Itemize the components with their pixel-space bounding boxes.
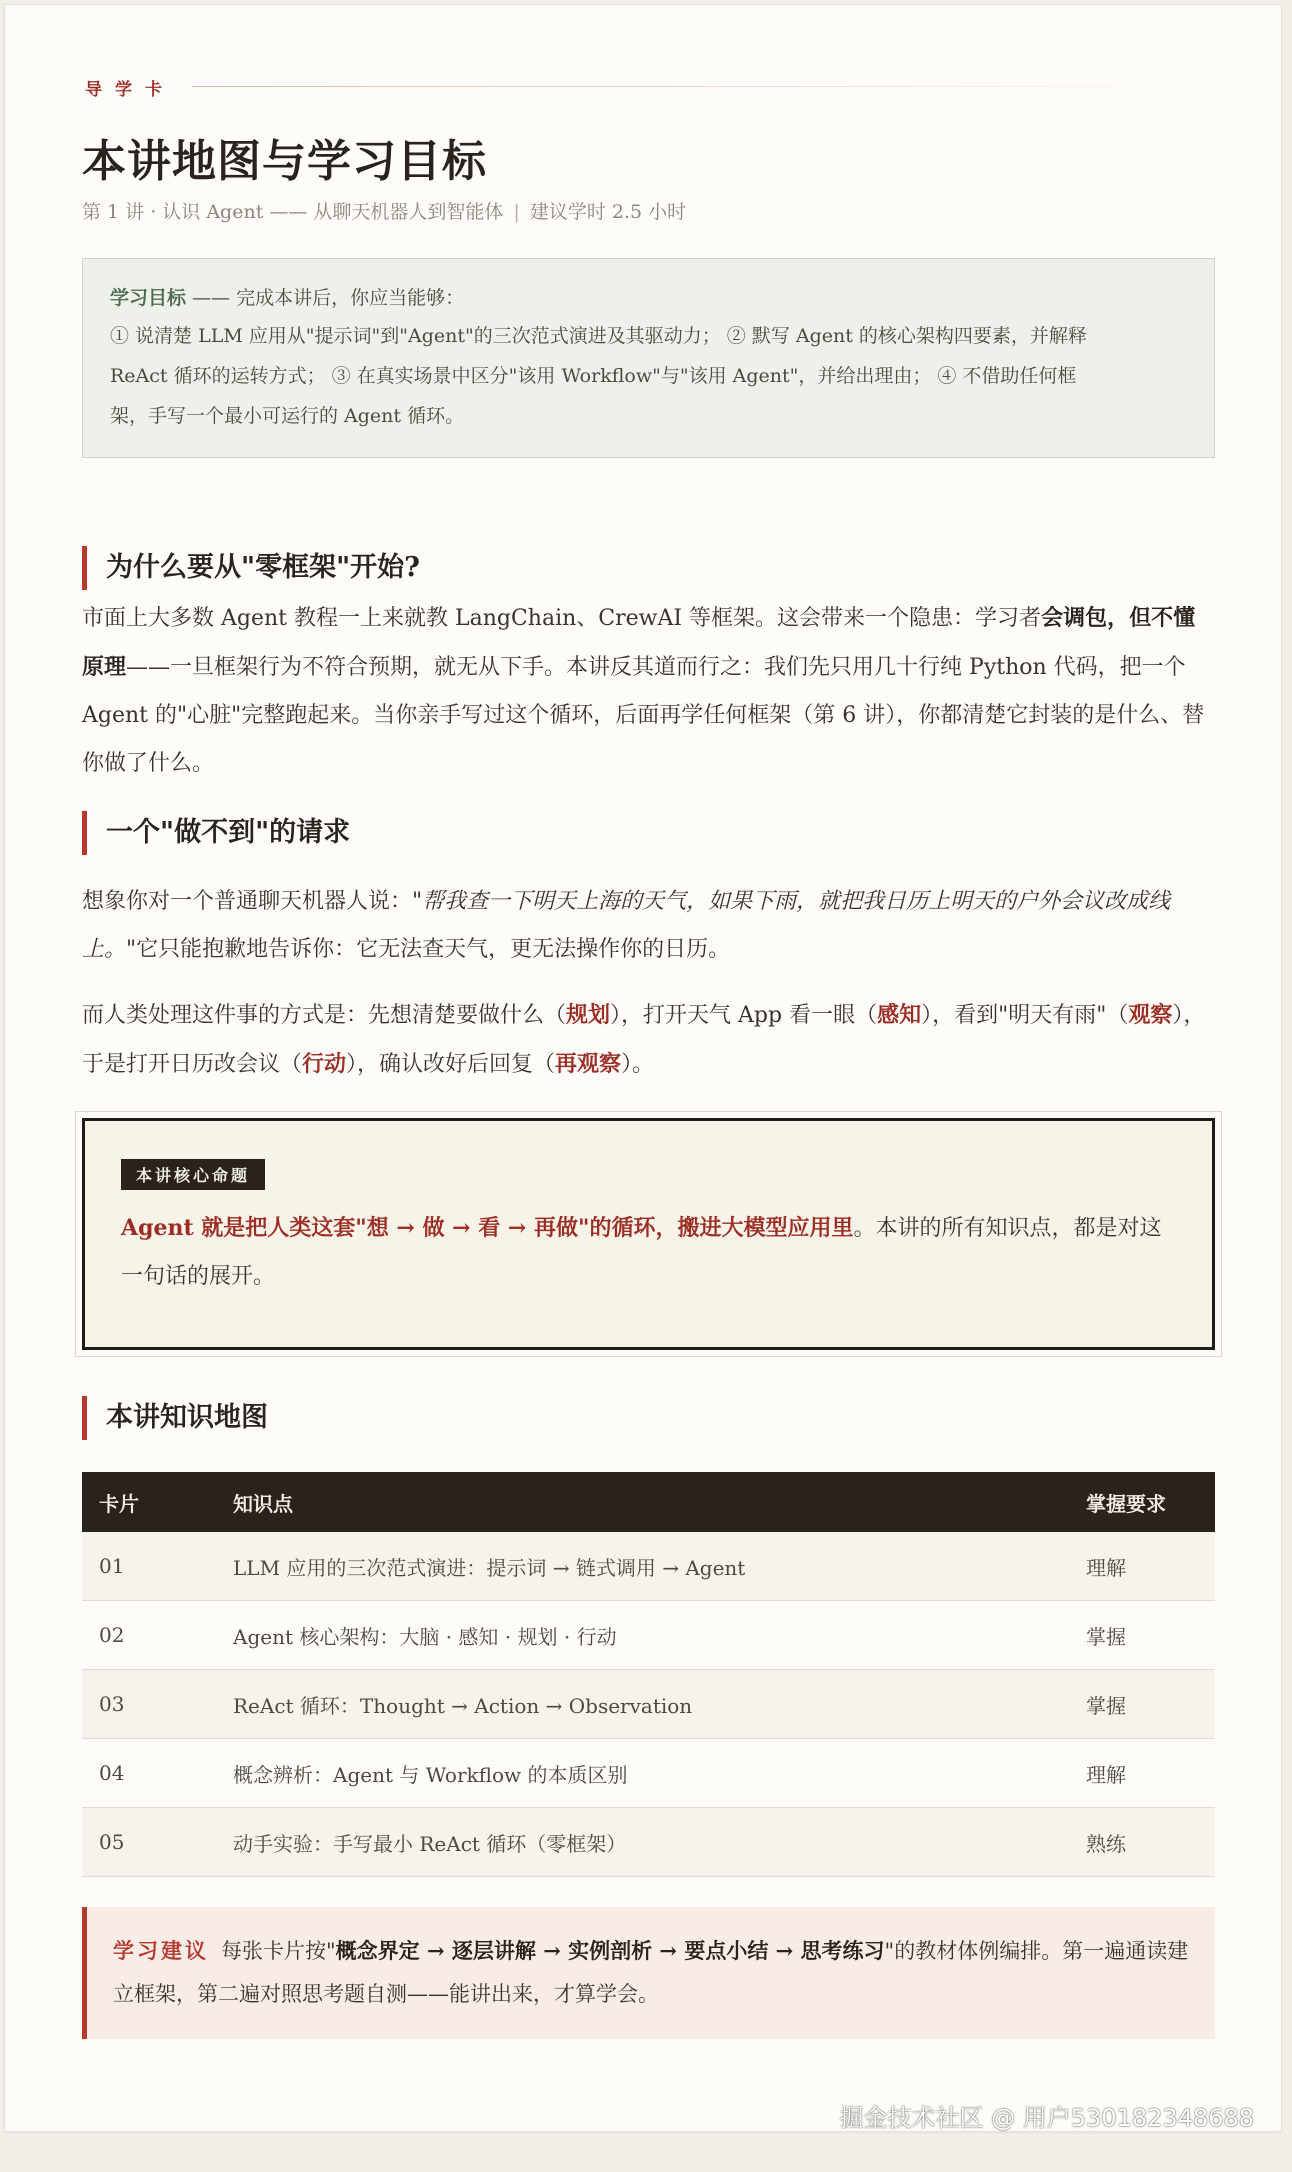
column-header-level: 掌握要求 — [1069, 1472, 1215, 1532]
goals-line: ① 说清楚 LLM 应用从"提示词"到"Agent"的三次范式演进及其驱动力； ② 默写 Agent 的核心架构四要素，并解释 — [110, 325, 1087, 347]
cell-topic: LLM 应用的三次范式演进：提示词 → 链式调用 → Agent — [216, 1532, 1069, 1601]
subtitle-lecture: 第 1 讲 · 认识 Agent —— 从聊天机器人到智能体 — [82, 201, 504, 223]
watermark: 掘金技术社区 @ 用户530182348688 — [839, 2104, 1254, 2132]
keyword-plan: 规划 — [566, 1002, 611, 1028]
section-heading-why-zero-framework: 为什么要从"零框架"开始? — [82, 546, 420, 590]
text-span: 每张卡片按" — [221, 1939, 336, 1963]
table-row — [82, 1670, 1215, 1739]
thesis-text — [121, 1204, 1176, 1301]
cell-topic: 动手实验：手写最小 ReAct 循环（零框架） — [216, 1808, 1069, 1877]
cell-topic: Agent 核心架构：大脑 · 感知 · 规划 · 行动 — [216, 1601, 1069, 1670]
quote: "帮我查一下明天上海的天气，如果下雨，就把我日历上明天的户外会议改成线上。" — [82, 889, 1171, 962]
cell-topic: 概念辨析：Agent 与 Workflow 的本质区别 — [216, 1739, 1069, 1808]
document-page — [4, 4, 1282, 2132]
text-span: ），看到"明天有雨"（ — [921, 1003, 1129, 1028]
cell-level: 理解 — [1069, 1739, 1215, 1808]
text-span: ），于是打开日历改会议（ — [82, 1003, 1206, 1077]
core-thesis-callout — [75, 1111, 1222, 1357]
table-row — [82, 1739, 1215, 1808]
paragraph-human-approach — [82, 991, 1217, 1089]
text-span: ），确认改好后回复（ — [346, 1052, 556, 1077]
cell-level: 熟练 — [1069, 1808, 1215, 1877]
cell-card-id: 01 — [82, 1532, 216, 1601]
column-header-topic: 知识点 — [216, 1472, 1069, 1532]
goals-label: 学习目标 — [110, 287, 187, 309]
cell-card-id: 02 — [82, 1601, 216, 1670]
text-span: "的教材体例编排。第一遍通读建立框架，第二遍对照思考题自测——能讲出来，才算学会。 — [113, 1939, 1189, 2006]
tip-label: 学习建议 — [113, 1938, 209, 1963]
cell-card-id: 05 — [82, 1808, 216, 1877]
goals-line: 架，手写一个最小可运行的 Agent 循环。 — [110, 405, 465, 427]
cell-card-id: 03 — [82, 1670, 216, 1739]
knowledge-map-table — [82, 1472, 1215, 1877]
goals-intro: —— 完成本讲后，你应当能够： — [186, 287, 465, 309]
keyword-reobserve: 再观察 — [555, 1051, 622, 1077]
keyword-perceive: 感知 — [877, 1002, 922, 1028]
text-span: 。本讲的所有知识点，都是对这一句话的展开。 — [121, 1216, 1162, 1289]
table-row — [82, 1808, 1215, 1877]
eyebrow — [82, 75, 1217, 99]
page-title: 本讲地图与学习目标 — [82, 136, 487, 187]
text-span: 而人类处理这件事的方式是：先想清楚要做什么（ — [82, 1003, 567, 1028]
table-header-row — [82, 1472, 1215, 1532]
paragraph-chatbot-request — [82, 878, 1217, 974]
learning-goals-box — [82, 258, 1215, 458]
cell-level: 掌握 — [1069, 1601, 1215, 1670]
eyebrow-rule — [192, 86, 1217, 87]
eyebrow-label: 导学卡 — [85, 80, 175, 100]
thesis-badge: 本讲核心命题 — [121, 1159, 265, 1190]
goals-heading — [110, 283, 1187, 313]
cell-level: 掌握 — [1069, 1670, 1215, 1739]
core-thesis-box — [82, 1118, 1215, 1350]
keyword-act: 行动 — [302, 1051, 347, 1077]
section-heading-knowledge-map: 本讲知识地图 — [82, 1396, 268, 1440]
subtitle-hours: 建议学时 2.5 小时 — [529, 201, 687, 223]
keyword-observe: 观察 — [1128, 1002, 1173, 1028]
cell-topic: ReAct 循环：Thought → Action → Observation — [216, 1670, 1069, 1739]
section-heading-impossible-request: 一个"做不到"的请求 — [82, 811, 350, 855]
text-span: ），打开天气 App 看一眼（ — [610, 1003, 878, 1028]
text-span: 它只能抱歉地告诉你：它无法查天气，更无法操作你的日历。 — [136, 937, 731, 962]
subtitle-separator: | — [513, 201, 520, 223]
column-header-card: 卡片 — [82, 1472, 216, 1532]
table-row — [82, 1532, 1215, 1601]
page-subtitle — [82, 197, 686, 224]
study-tip-callout — [82, 1907, 1215, 2039]
cell-level: 理解 — [1069, 1532, 1215, 1601]
text-span: 市面上大多数 Agent 教程一上来就教 LangChain、CrewAI 等框架。这会带来一个隐患：学习者 — [82, 606, 1042, 631]
goals-list — [110, 316, 1187, 436]
text-span: ）。 — [621, 1052, 655, 1077]
table-row — [82, 1601, 1215, 1670]
goals-line: ReAct 循环的运转方式； ③ 在真实场景中区分"该用 Workflow"与"该用 Agent"，并给出理由； ④ 不借助任何框 — [110, 365, 1077, 387]
thesis-highlight: Agent 就是把人类这套"想 → 做 → 看 → 再做"的循环，搬进大模型应用里 — [121, 1215, 854, 1241]
cell-card-id: 04 — [82, 1739, 216, 1808]
text-span: ——一旦框架行为不符合预期，就无从下手。本讲反其道而行之：我们先只用几十行纯 Python 代码，把一个 Agent 的"心脏"完整跑起来。当你亲手写过这个循环，后面再学任何框架（第 6 讲），你都清楚它封装的是什么、替你做了什么。 — [82, 655, 1205, 776]
emphasis: 会调包，但不懂原理 — [82, 605, 1196, 680]
paragraph-why-zero-framework — [82, 594, 1217, 788]
text-span: 想象你对一个普通聊天机器人说： — [82, 889, 413, 914]
tip-emphasis: 概念界定 → 逐层讲解 → 实例剖析 → 要点小结 → 思考练习 — [335, 1938, 885, 1963]
